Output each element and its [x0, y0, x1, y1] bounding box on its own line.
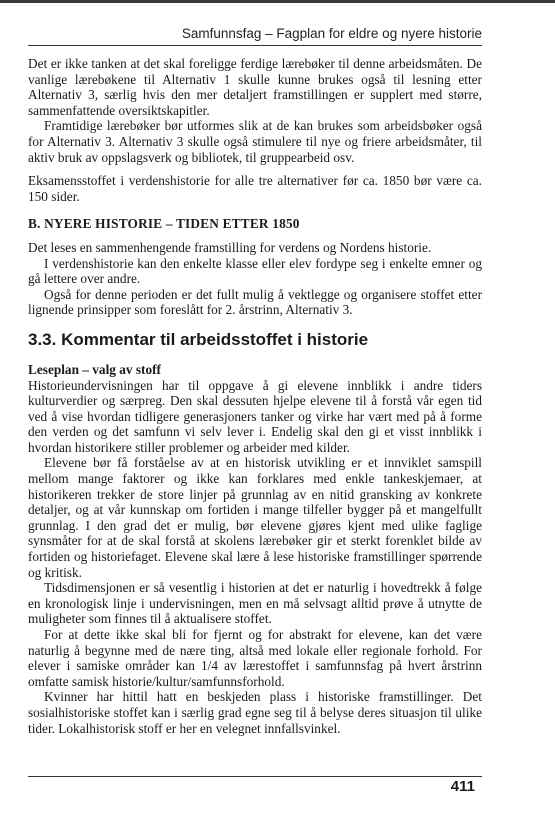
exam-paragraph: Eksamensstoffet i verdenshistorie for alle tre alternativer før ca. 1850 bør være ca. 150 sider.	[28, 173, 482, 204]
section-3-3-subheading: Leseplan – valg av stoff	[28, 361, 161, 377]
header-rule	[28, 45, 482, 46]
page-number: 411	[450, 778, 475, 795]
intro-paragraph-2: Framtidige lærebøker bør utformes slik at de kan brukes som arbeidsbøker også for Alternativ 3. Alternativ 3 skulle også stimulere til nye og friere arbeidsmåter, til aktiv bruk av oppslagsverk og bibliotek, til gruppearbeid osv.	[28, 118, 482, 165]
section-b-paragraph-1: Det leses en sammenhengende framstilling for verdens og Nordens historie.	[28, 239, 432, 255]
section-b-paragraph-3: Også for denne perioden er det fullt mulig å vektlegge og organisere stoffet etter lignende prinsipper som foreslått for 2. årstrinn, Alternativ 3.	[28, 286, 482, 318]
section-3-3-paragraph-4: For at dette ikke skal bli for fjernt og for abstrakt for elevene, kan det være naturlig å begynne med de nære ting, altså med lokale eller regionale forhold. For elever i samiske områder kan 1/4 av lærestoffet i samfunnsfag på hvert årstrinn omfatte samisk historie/kultur/samfunnsforhold.	[28, 627, 482, 689]
running-header: Samfunnsfag – Fagplan for eldre og nyere historie	[181, 26, 482, 41]
section-3-3-heading: 3.3. Kommentar til arbeidsstoffet i historie	[28, 329, 369, 349]
section-3-3-paragraph-1: Historieundervisningen har til oppgave å gi elevene innblikk i andre tiders kulturverdier og særpreg. Den skal dessuten hjelpe elevene til å forstå vår egen tid ved å vise hvordan tidligere generasjoners tanker og virke har vært med på å forme den verden og det samfunn vi selv lever i. Endelig skal den gi et visst innblikk i hvordan historikere stiller problemer og arbeider med kilder.	[28, 377, 482, 455]
body-text	[28, 56, 482, 736]
intro-paragraph-1: Det er ikke tanken at det skal foreligge ferdige lærebøker til denne arbeidsmåten. De vanlige lærebøkene til Alternativ 1 skulle kunne brukes også til lesning etter Alternativ 3, særlig hvis den mer detaljert framstillingen er supplert med større, sammenfattende oversiktskapitler.	[28, 56, 482, 118]
section-3-3-paragraph-2: Elevene bør få forståelse av at en historisk utvikling er et innviklet samspill mellom mange faktorer og ikke kan forklares med enkle tankeskjemaer, at historikeren trekker de store linjer på grunnlag av en nitid gransking av konkrete detaljer, og at vår kunnskap om fortiden i mange tilfeller bygger på et mangelfullt grunnlag. I den grad det er mulig, bør elevene gjøres kjent med ulike faglige synsmåter for at de skal forstå at skolens lærebøker gir et sterkt forenklet bilde av fortiden og historiefaget. Elevene skal lære å lese historiske framstillinger spørrende og kritisk.	[28, 455, 482, 580]
section-b-heading: B. NYERE HISTORIE – TIDEN ETTER 1850	[28, 216, 300, 232]
section-b-paragraph-2: I verdenshistorie kan den enkelte klasse eller elev fordype seg i enkelte emner og gå lettere over andre.	[28, 255, 482, 287]
scan-edge	[0, 0, 555, 3]
footer-rule	[28, 776, 482, 777]
section-3-3-paragraph-3: Tidsdimensjonen er så vesentlig i historien at det er naturlig i hovedtrekk å følge en kronologisk linje i undervisningen, men en må selvsagt alltid prøve å utnytte de muligheter som finnes til å aktualisere stoffet.	[28, 580, 482, 627]
section-3-3-paragraph-5: Kvinner har hittil hatt en beskjeden plass i historiske framstillinger. Det sosialhistoriske stoffet kan i særlig grad egne seg til å belyse deres situasjon til ulike tider. Lokalhistorisk stoff er her en velegnet innfallsvinkel.	[28, 689, 482, 736]
